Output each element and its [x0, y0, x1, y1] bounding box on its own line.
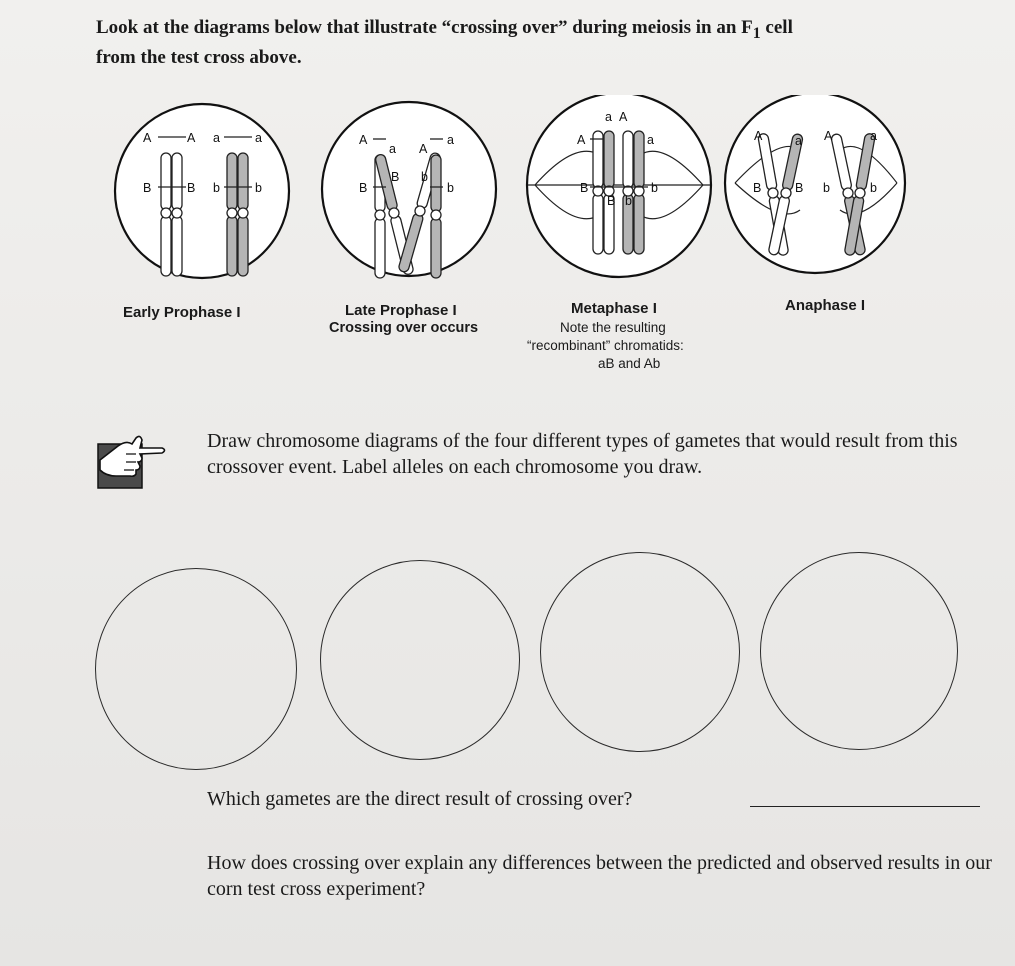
- allele-label: B: [187, 181, 196, 195]
- allele-label: a: [255, 131, 262, 145]
- allele-label: a: [870, 129, 877, 143]
- stage-label-early-prophase: Early Prophase I: [123, 304, 241, 321]
- stage-subtitle-crossing-over: Crossing over occurs: [329, 320, 479, 336]
- allele-label: A: [187, 131, 196, 145]
- allele-label: b: [255, 181, 262, 195]
- allele-label: b: [213, 181, 220, 195]
- cell-early-prophase: [115, 104, 289, 278]
- metaphase-note-line1: Note the resulting: [560, 320, 666, 335]
- allele-label: A: [419, 142, 428, 156]
- allele-label: B: [607, 194, 616, 208]
- meiosis-diagrams: [0, 95, 1015, 305]
- allele-label: A: [824, 129, 833, 143]
- allele-label: a: [795, 134, 802, 148]
- allele-label: B: [795, 181, 804, 195]
- allele-label: a: [213, 131, 220, 145]
- allele-label: a: [647, 133, 654, 147]
- allele-label: a: [389, 142, 396, 156]
- allele-label: B: [359, 181, 368, 195]
- allele-label: a: [447, 133, 454, 147]
- allele-label: b: [421, 170, 428, 184]
- allele-label: b: [625, 194, 632, 208]
- allele-label: A: [754, 129, 763, 143]
- answer-blank-line[interactable]: [750, 806, 980, 807]
- cell-anaphase: [725, 95, 905, 273]
- allele-label: A: [619, 110, 628, 124]
- allele-label: A: [359, 133, 368, 147]
- allele-label: B: [580, 181, 589, 195]
- cell-metaphase: [527, 95, 711, 277]
- gamete-instruction: Draw chromosome diagrams of the four different types of gametes that would result from this crossover event. Label alleles on each chromosome you draw.: [207, 430, 958, 478]
- cell-late-prophase: [322, 102, 496, 278]
- allele-label: A: [577, 133, 586, 147]
- pointing-hand-icon: [96, 430, 168, 490]
- allele-label: A: [143, 131, 152, 145]
- allele-label: b: [651, 181, 658, 195]
- allele-label: B: [753, 181, 762, 195]
- intro-text: Look at the diagrams below that illustrate “crossing over” during meiosis in an $F_1$ cell from the test cross above.: [96, 17, 793, 68]
- question-explain-differences: How does crossing over explain any differences between the predicted and observed results in our corn test cross experiment?: [207, 852, 992, 900]
- gamete-drawing-circle-3[interactable]: [540, 552, 740, 752]
- allele-label: b: [447, 181, 454, 195]
- metaphase-note-line3: aB and Ab: [598, 356, 661, 371]
- gamete-drawing-circle-4[interactable]: [760, 552, 958, 750]
- gamete-drawing-circle-2[interactable]: [320, 560, 520, 760]
- allele-label: b: [870, 181, 877, 195]
- question-crossing-over-gametes: Which gametes are the direct result of crossing over?: [207, 788, 633, 810]
- metaphase-note-line2: “recombinant” chromatids:: [527, 338, 684, 353]
- stage-label-anaphase: Anaphase I: [785, 297, 866, 314]
- stage-label-late-prophase: Late Prophase I: [345, 302, 457, 319]
- allele-label: a: [605, 110, 612, 124]
- allele-label: B: [143, 181, 152, 195]
- stage-label-metaphase: Metaphase I: [571, 300, 657, 317]
- allele-label: B: [391, 170, 400, 184]
- allele-label: b: [823, 181, 830, 195]
- gamete-drawing-circle-1[interactable]: [95, 568, 297, 770]
